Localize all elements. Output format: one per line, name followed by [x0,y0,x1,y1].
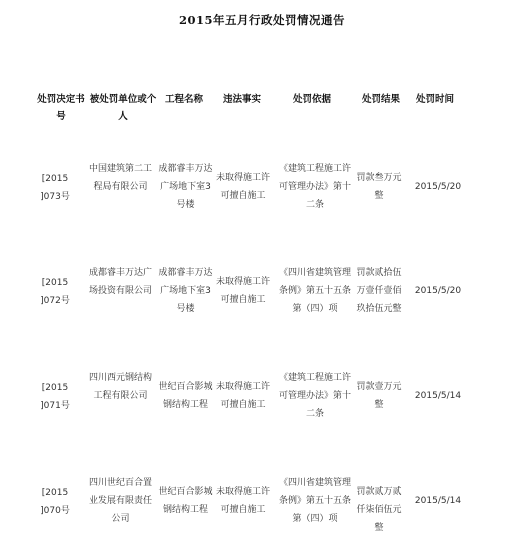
table-cell-result: 罚款叁万元整 [356,173,402,201]
table-cell-project: 世纪百合影城钢结构工程 [158,382,213,410]
table-cell-party: 中国建筑第二工程局有限公司 [88,164,152,192]
table-cell-violation: 未取得施工许可擅自施工 [215,382,270,410]
table-cell-result: 罚款壹万元整 [356,382,402,410]
table-cell-party: 四川西元钢结构工程有限公司 [88,373,152,401]
table-cell-doc-no: [2015 ]072号 [40,278,70,306]
table-cell-basis: 《四川省建筑管理条例》第五十五条第（四）项 [278,268,351,314]
table-cell-party: 四川世纪百合置业发展有限责任公司 [88,478,152,524]
table-cell-basis: 《建筑工程施工许可管理办法》第十二条 [278,373,351,419]
table-cell-violation: 未取得施工许可擅自施工 [215,487,270,515]
header-result: 处罚结果 [361,94,400,105]
table-cell-doc-no: [2015 ]070号 [40,488,70,516]
table-cell-doc-no: [2015 ]071号 [40,383,70,411]
table-cell-basis: 《四川省建筑管理条例》第五十五条第（四）项 [278,478,351,524]
table-cell-result: 罚款贰拾伍万壹仟壹佰玖拾伍元整 [356,268,402,314]
header-party: 被处罚单位或个人 [89,94,157,122]
table-cell-date: 2015/5/14 [414,496,462,506]
header-doc-no: 处罚决定书号 [37,94,85,122]
table-cell-result: 罚款贰万贰仟柒佰伍元整 [356,487,402,533]
table-cell-date: 2015/5/14 [414,391,462,401]
table-cell-basis: 《建筑工程施工许可管理办法》第十二条 [278,164,351,210]
table-cell-doc-no: [2015 ]073号 [40,174,70,202]
page-title: 2015年五月行政处罚情况通告 [178,13,345,27]
header-project: 工程名称 [164,94,203,105]
header-basis: 处罚依据 [292,94,331,105]
table-cell-project: 成都睿丰万达广场地下室3号楼 [158,268,213,314]
table-cell-violation: 未取得施工许可擅自施工 [215,173,270,201]
table-cell-project: 成都睿丰万达广场地下室3号楼 [158,164,213,210]
table-cell-date: 2015/5/20 [414,182,462,192]
header-violation: 违法事实 [222,94,261,105]
header-date: 处罚时间 [415,94,454,105]
table-cell-project: 世纪百合影城钢结构工程 [158,487,213,515]
table-cell-date: 2015/5/20 [414,286,462,296]
table-cell-violation: 未取得施工许可擅自施工 [215,277,270,305]
table-cell-party: 成都睿丰万达广场投资有限公司 [88,268,152,296]
